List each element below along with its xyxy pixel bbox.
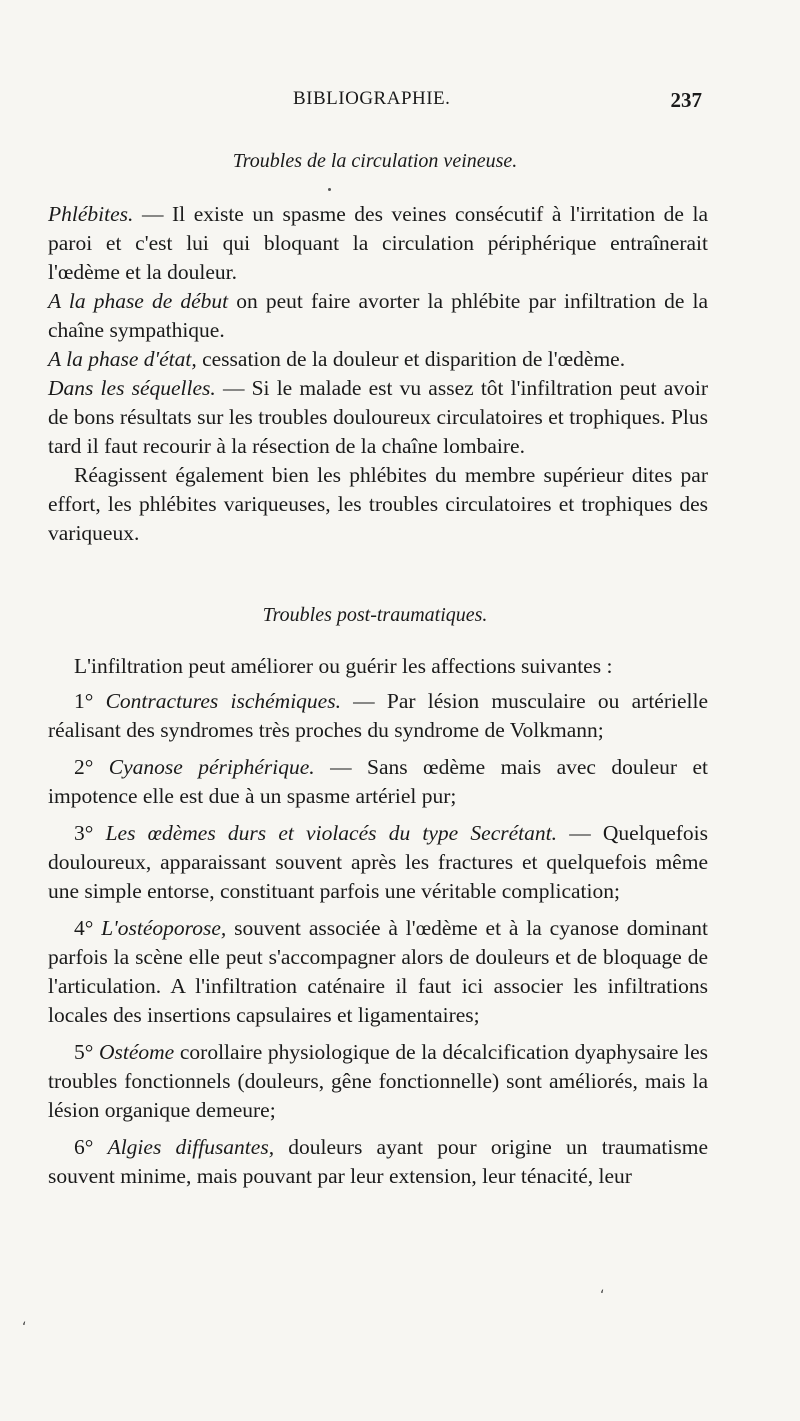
text-sequelles: — Si le malade est vu assez tôt l'infiltration peut avoir de bons résultats sur les troubles douloureux circulatoires et trophiques. Plus tard il faut recourir à la résection de la chaîne lombaire. — [48, 376, 708, 458]
paragraph-intro: L'infiltration peut améliorer ou guérir les affections suivantes : — [74, 654, 613, 678]
item-text: — Par lésion musculaire ou artérielle réalisant des syndromes très proches du syndrome de Volkmann; — [48, 689, 709, 742]
item-lead: Ostéome — [99, 1040, 175, 1064]
item-text: — Quelquefois douloureux, apparaissant souvent après les fractures et quelquefois même une simple entorse, constituant parfois une véritable complication; — [48, 821, 708, 903]
text-phase-etat: cessation de la douleur et disparition de l'œdème. — [196, 347, 626, 371]
list-item-1 — [48, 687, 708, 745]
print-speck — [328, 188, 331, 191]
item-number: 4° — [74, 916, 94, 940]
heading-post-traumatic: Troubles post-traumatiques. — [262, 604, 488, 626]
list-item-2 — [48, 753, 708, 811]
heading-venous-circulation: Troubles de la circulation veineuse. — [232, 150, 518, 172]
item-lead: Algies diffusantes, — [107, 1135, 275, 1159]
lead-sequelles: Dans les séquelles. — [48, 376, 216, 400]
item-lead: Cyanose périphérique. — [108, 755, 315, 779]
item-text: — Sans œdème mais avec douleur et impotence elle est due à un spasme artériel pur; — [48, 755, 708, 808]
paragraph-phase-debut — [48, 287, 708, 345]
item-lead: Les œdèmes durs et violacés du type Secrétant. — [105, 821, 557, 845]
print-speck: ‘ — [22, 1320, 27, 1336]
paragraph-phlebites — [48, 200, 708, 287]
item-lead: L'ostéoporose, — [101, 916, 227, 940]
post-traumatic-body — [48, 652, 708, 1191]
item-text: souvent associée à l'œdème et à la cyanose dominant parfois la scène elle peut s'accompagner alors de douleurs et de bloquage de l'articulation. A l'infiltration caténaire il faut ici associer les infiltrations locales des insertions capsulaires et ligamentaires; — [48, 916, 708, 1027]
list-item-5 — [48, 1038, 708, 1125]
list-item-6 — [48, 1133, 708, 1191]
item-number: 5° — [74, 1040, 94, 1064]
paragraph-reagissent: Réagissent également bien les phlébites du membre supérieur dites par effort, les phlébites variqueuses, les troubles circulatoires et trophiques des variqueux. — [48, 463, 708, 545]
item-text: douleurs ayant pour origine un traumatisme souvent minime, mais pouvant par leur extension, leur ténacité, leur — [48, 1135, 709, 1188]
print-speck: ‘ — [600, 1288, 605, 1304]
item-lead: Contractures ischémiques. — [105, 689, 341, 713]
item-number: 3° — [74, 821, 94, 845]
text-phase-debut: on peut faire avorter la phlébite par infiltration de la chaîne sympathique. — [48, 289, 709, 342]
paragraph-sequelles — [48, 374, 708, 461]
list-item-4 — [48, 914, 708, 1030]
running-title: BIBLIOGRAPHIE. — [293, 88, 451, 109]
list-item-3 — [48, 819, 708, 906]
lead-phase-etat: A la phase d'état, — [48, 347, 197, 371]
lead-phlebites: Phlébites. — [48, 202, 134, 226]
lead-phase-debut: A la phase de début — [48, 289, 229, 313]
page-header — [48, 88, 702, 118]
item-text: corollaire physiologique de la décalcification dyaphysaire les troubles fonctionnels (douleurs, gêne fonctionnelle) sont améliorés, mais la lésion organique demeure; — [48, 1040, 708, 1122]
text-phlebites: — Il existe un spasme des veines consécutif à l'irritation de la paroi et c'est lui qui bloquant la circulation périphérique entraînerait l'œdème et la douleur. — [48, 202, 708, 284]
item-number: 6° — [74, 1135, 94, 1159]
page-number: 237 — [670, 88, 702, 112]
venous-section-body — [48, 200, 708, 548]
item-number: 2° — [74, 755, 94, 779]
item-number: 1° — [74, 689, 94, 713]
paragraph-phase-etat — [48, 345, 708, 374]
